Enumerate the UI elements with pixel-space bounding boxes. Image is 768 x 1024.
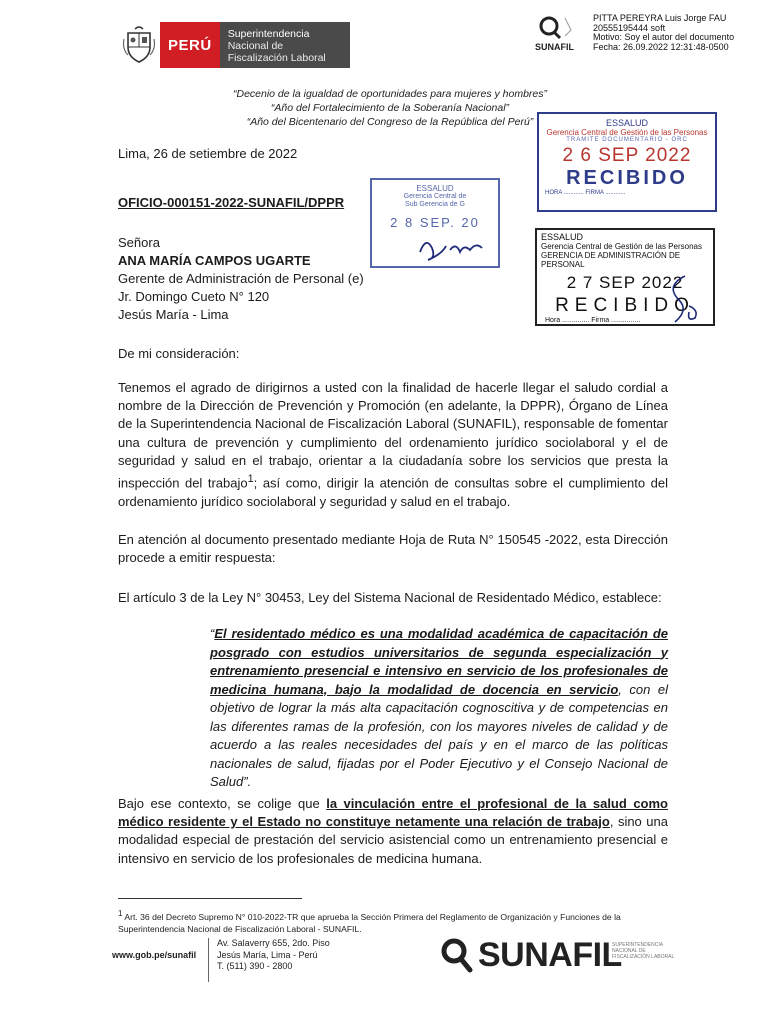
handwritten-signature-icon [412,232,492,264]
stamp1-date: 2 6 SEP 2022 [562,145,692,166]
stamp3-dept: Gerencia Central de Gestión de las Personas [541,242,702,251]
stamp2-dept2: Sub Gerencia de G [405,201,465,208]
footer-small-text: SUPERINTENDENCIA NACIONAL DE FISCALIZACIÓN LABORAL [612,942,675,960]
digital-signature [535,14,765,54]
p4-bold: la vinculación entre el profesional de la salud como médico residente y el Estado no constituye netamente una relación de trabajo [118,796,668,830]
received-stamp-gcgp [537,112,717,212]
sunafil-signature-logo [535,14,585,54]
recipient-title: Señora [118,235,160,250]
stamp1-sub: TRAMITE DOCUMENTARIO - ORC [566,137,688,143]
footer-divider [208,938,209,982]
greeting: De mi consideración: [118,346,240,361]
paragraph-2: En atención al documento presentado mediante Hoja de Ruta N° 150545 -2022, esta Dirección procede a emitir respuesta: [118,532,668,566]
quote-open: “ [210,626,215,641]
stamp2-dept1: Gerencia Central de [403,193,467,200]
org-name [220,22,350,68]
recipient-address: Jr. Domingo Cueto N° 120 [118,289,270,304]
footer-sunafil-logo [440,936,622,975]
paragraph-1 [118,379,668,511]
sig-fecha: Fecha: 26.09.2022 12:31:48-0500 [593,41,729,52]
paragraph-3: El artículo 3 de la Ley N° 30453, Ley del Sistema Nacional de Residentado Médico, establece: [118,590,662,605]
sig-name: PITTA PEREYRA Luis Jorge FAU [593,13,727,23]
sig-motivo: Motivo: Soy el autor del documento [593,32,735,42]
motto-3: “Año del Bicentenario del Congreso de la República del Perú” [246,116,534,128]
footnote [118,908,674,935]
motto-1: “Decenio de la igualdad de oportunidades para mujeres y hombres” [232,88,548,100]
stamp1-org: ESSALUD [605,118,649,128]
sunafil-header-logo [118,22,350,68]
footer-brand-text: SUNAFIL [478,936,622,974]
stamp3-org: ESSALUD [541,232,584,242]
law-quote [210,625,668,792]
sig-logo-text: SUNAFIL [535,42,574,52]
sunafil-magnifier-icon [440,937,474,975]
org-line-2: Nacional de [227,40,284,52]
stamp3-date: 2 7 SEP 2022 [566,273,684,292]
sig-ruc: 20555195444 soft [593,22,666,33]
received-stamp-subgerencia [370,178,500,268]
quote-bold: El residentado médico es una modalidad académica de capacitación de posgrado con estudios universitarios de segunda especialización y entrenamiento presencial e intensivo en servicio de los profesionales de medicina humana, bajo la modalidad de docencia en servicio [210,626,668,697]
stamp2-org: ESSALUD [416,184,454,193]
paragraph-4 [118,795,668,868]
received-stamp-gap [535,228,715,326]
place-date: Lima, 26 de setiembre de 2022 [118,146,298,161]
peru-label: PERÚ [160,22,220,68]
footer-addr-2: Jesús María, Lima - Perú [217,949,318,960]
recipient-city: Jesús María - Lima [118,307,229,322]
stamp1-recibido: RECIBIDO [566,167,688,189]
recipient-name: ANA MARÍA CAMPOS UGARTE [118,253,311,268]
footnote-ref: 1 [247,473,254,486]
footer-addr-1: Av. Salaverry 655, 2do. Piso [217,938,330,948]
motto-2: “Año del Fortalecimiento de la Soberanía Nacional” [270,102,510,114]
org-line-3: Fiscalización Laboral [227,52,326,64]
stamp3-recibido: RECIBIDO [555,295,695,316]
footnote-text: Art. 36 del Decreto Supremo N° 010-2022-TR que aprueba la Sección Primera del Reglamento de Organización y Funciones de la Superintendencia Nacional de Fiscalización Laboral - SUNAFIL. [118,911,621,934]
org-line-1: Superintendencia [227,28,310,40]
stamp2-date: 2 8 SEP. 20 [390,215,480,230]
p1-end: ; así como, dirigir la atención de consultas sobre el cumplimiento del ordenamiento jurídico sociolaboral y seguridad y salud en el trabajo. [118,475,669,509]
stamp1-dept: Gerencia Central de Gestión de las Personas [546,128,708,137]
signature-text [593,14,734,52]
footnote-divider [118,898,302,899]
stamp1-foot: HORA ............ FIRMA ............ [545,190,626,196]
recipient-role: Gerente de Administración de Personal (e) [118,271,364,286]
footnote-number: 1 [118,909,123,918]
p4-start: Bajo ese contexto, se colige que [118,796,327,811]
footer-address [217,938,330,973]
stamp3-foot: Hora .............. Firma ............... [545,317,641,324]
handwritten-mark-icon [655,270,705,326]
quote-rest: , con el objetivo de lograr la más alta capacitación cognoscitiva y de competencias en las diferentes ramas de la profesión, con los mayores niveles de calidad y de acuerdo a las reales necesidades del país y en el marco de las políticas nacionales de salud, fijadas por el Poder Ejecutivo y el Consejo Nacional de Salud”. [210,681,668,789]
footer-phone: T. (511) 390 - 2800 [217,961,293,971]
p4-end: , sino una modalidad especial de prestación del servicio asistencial como un entrenamiento presencial e intensivo en servicio de los profesionales de medicina humana. [118,814,668,866]
peru-shield-icon [118,22,160,68]
footer-website-link[interactable]: www.gob.pe/sunafil [112,950,197,960]
stamp3-sub: GERENCIA DE ADMINISTRACIÓN DE PERSONAL [541,251,681,269]
oficio-number: OFICIO-000151-2022-SUNAFIL/DPPR [118,195,345,210]
p1-text: Tenemos el agrado de dirigirnos a usted con la finalidad de hacerle llegar el saludo cordial a nombre de la Dirección de Prevención y Promoción (en adelante, la DPPR), Órgano de Línea de la Superintendencia Nacional de Fiscalización Laboral (SUNAFIL), responsable de fomentar una cultura de prevención y cumplimiento del ordenamiento jurídico sociolaboral y el de seguridad y salud en el trabajo, orientar a la ciudadanía sobre los servicios que presta la inspección del trabajo [118,380,668,491]
